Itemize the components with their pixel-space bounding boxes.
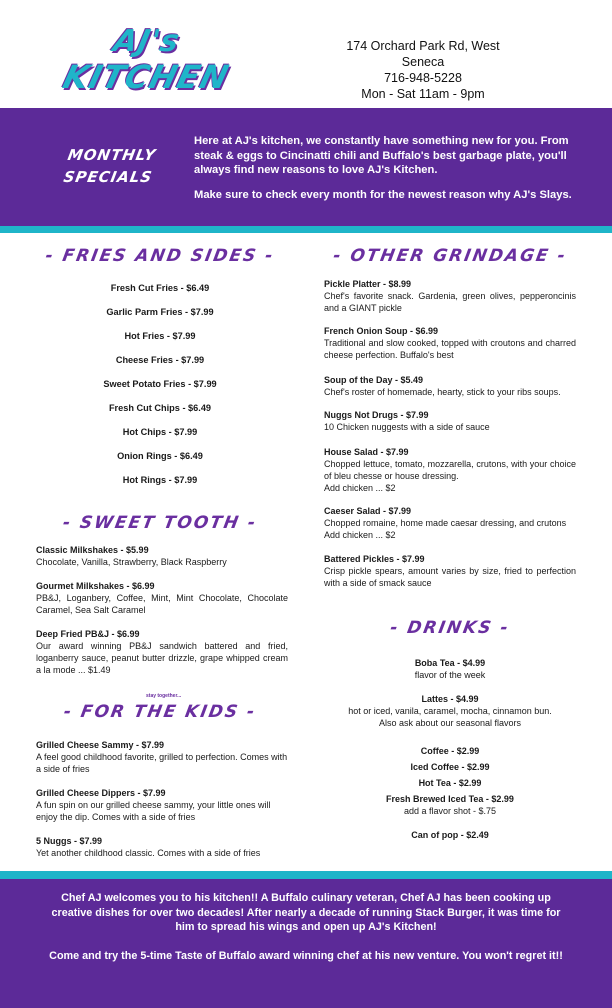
menu-item: Cheese Fries - $7.99 xyxy=(115,355,205,365)
item-desc: 10 Chicken nuggests with a side of sauce xyxy=(324,422,490,432)
kids-tagline: stay together... xyxy=(146,693,182,699)
specials-text xyxy=(194,134,580,202)
menu-item xyxy=(330,793,570,817)
item-name: Battered Pickles - $7.99 xyxy=(324,554,425,564)
phone: 716-948-5228 xyxy=(384,71,462,85)
item-name: Lattes - $4.99 xyxy=(421,694,479,704)
logo-line2: KITCHEN xyxy=(59,58,234,96)
logo xyxy=(59,22,234,100)
item-name: 5 Nuggs - $7.99 xyxy=(36,836,103,846)
logo-line1: AJ's xyxy=(110,24,184,59)
item-name: House Salad - $7.99 xyxy=(324,447,409,457)
item-extra: Add chicken ... $2 xyxy=(324,483,396,493)
item-desc: hot or iced, vanila, caramel, mocha, cinnamon bun. xyxy=(348,706,552,716)
item-name: Can of pop - $2.49 xyxy=(411,830,489,840)
item-desc: Traditional and slow cooked, topped with croutons and charred cheese perfection. Buffalo's best xyxy=(324,338,576,360)
specials-title-line1: MONTHLY xyxy=(66,146,158,164)
specials-paragraph2: Make sure to check every month for the newest reason why AJ's Slays. xyxy=(194,188,572,201)
menu-item: Fresh Cut Fries - $6.49 xyxy=(110,283,210,293)
item-desc: PB&J, Loganbery, Coffee, Mint, Mint Chocolate, Chocolate Caramel, Sea Salt Caramel xyxy=(36,593,288,615)
menu-item xyxy=(324,505,576,541)
fries-heading: - FRIES AND SIDES - xyxy=(43,246,277,266)
drinks-heading: - DRINKS - xyxy=(388,618,512,638)
menu-item xyxy=(36,580,288,616)
item-name: Gourmet Milkshakes - $6.99 xyxy=(36,581,155,591)
menu-item xyxy=(330,693,570,729)
menu-item xyxy=(324,374,576,398)
item-desc: Chocolate, Vanilla, Strawberry, Black Raspberry xyxy=(36,557,227,567)
item-name: Caeser Salad - $7.99 xyxy=(324,506,412,516)
item-name: Grilled Cheese Dippers - $7.99 xyxy=(36,788,166,798)
contact-info xyxy=(336,38,510,102)
item-desc: Chopped romaine, home made caesar dressing, and crutons xyxy=(324,518,567,528)
item-name: Pickle Platter - $8.99 xyxy=(324,279,412,289)
menu-item: Hot Chips - $7.99 xyxy=(122,427,198,437)
footer-paragraph1: Chef AJ welcomes you to his kitchen!! A Buffalo culinary veteran, Chef AJ has been cooking up creative dishes for over two decades! After nearly a decade of running Stack Burger, it was time for him to spread his wings and open up AJ's Kitchen! xyxy=(51,892,561,933)
menu-item: Fresh Cut Chips - $6.49 xyxy=(108,403,212,413)
item-desc: Chopped lettuce, tomato, mozzarella, crutons, with your choice of bleu chesse or house dressing. xyxy=(324,459,576,481)
item-desc: Crisp pickle spears, amount varies by size, fried to perfection with a side of smack sauce xyxy=(324,566,576,588)
item-name: Fresh Brewed Iced Tea - $2.99 xyxy=(386,794,514,804)
item-desc: A fun spin on our grilled cheese sammy, your little ones will enjoy the dip. Comes with a side of fries xyxy=(36,800,271,822)
item-name: French Onion Soup - $6.99 xyxy=(324,326,439,336)
menu-item xyxy=(324,278,576,314)
menu-item xyxy=(330,761,570,773)
footer-paragraph2: Come and try the 5-time Taste of Buffalo award winning chef at his new venture. You won't regret it!! xyxy=(49,949,563,962)
menu-item xyxy=(36,835,288,859)
menu-item xyxy=(330,657,570,681)
item-name: Nuggs Not Drugs - $7.99 xyxy=(324,410,429,420)
item-desc: Chef's roster of homemade, hearty, stick to your ribs soups. xyxy=(324,387,561,397)
item-desc: Chef's favorite snack. Gardenia, green olives, pepperoncinis and a GIANT pickle xyxy=(324,291,576,313)
menu-item: Hot Rings - $7.99 xyxy=(122,475,198,485)
menu-item xyxy=(36,739,288,775)
divider-stripe-top xyxy=(0,226,612,233)
grindage-heading: - OTHER GRINDAGE - xyxy=(331,246,569,266)
header xyxy=(0,0,612,108)
footer-text xyxy=(46,891,566,963)
footer xyxy=(0,879,612,1008)
item-desc: flavor of the week xyxy=(414,670,486,680)
item-desc: Our award winning PB&J sandwich battered and fried, loganberry sauce, peanut butter drizzle, grape whipped cream a la mode ... $1.49 xyxy=(36,641,288,675)
menu-item: Onion Rings - $6.49 xyxy=(117,451,203,461)
menu-item: Garlic Parm Fries - $7.99 xyxy=(106,307,214,317)
address: 174 Orchard Park Rd, West Seneca xyxy=(346,39,500,69)
item-name: Boba Tea - $4.99 xyxy=(414,658,486,668)
menu-item xyxy=(324,446,576,494)
menu-item: Sweet Potato Fries - $7.99 xyxy=(103,379,217,389)
menu-item xyxy=(36,544,288,568)
menu-item xyxy=(36,787,288,823)
item-name: Deep Fried PB&J - $6.99 xyxy=(36,629,140,639)
hours: Mon - Sat 11am - 9pm xyxy=(361,87,485,101)
item-name: Coffee - $2.99 xyxy=(420,746,480,756)
item-desc: A feel good childhood favorite, grilled to perfection. Comes with a side of fries xyxy=(36,752,288,774)
menu-item xyxy=(324,325,576,361)
specials-paragraph1: Here at AJ's kitchen, we constantly have something new for you. From steak & eggs to Cincinatti chili and Buffalo's best garbage plate, you'll always find new reasons to love AJ's Kitchen. xyxy=(194,135,569,176)
menu-item xyxy=(330,777,570,789)
menu-item: Hot Fries - $7.99 xyxy=(124,331,196,341)
item-name: Classic Milkshakes - $5.99 xyxy=(36,545,149,555)
specials-title-line2: SPECIALS xyxy=(62,168,154,186)
specials-banner xyxy=(0,108,612,226)
item-name: Iced Coffee - $2.99 xyxy=(410,762,490,772)
item-desc: add a flavor shot - $.75 xyxy=(403,806,497,816)
menu-item xyxy=(330,745,570,757)
item-desc: Yet another childhood classic. Comes with a side of fries xyxy=(36,848,261,858)
item-name: Grilled Cheese Sammy - $7.99 xyxy=(36,740,165,750)
menu-item xyxy=(36,628,288,676)
kids-heading: - FOR THE KIDS - xyxy=(62,702,258,722)
item-extra: Add chicken ... $2 xyxy=(324,530,396,540)
sweet-heading: - SWEET TOOTH - xyxy=(61,513,259,533)
menu-item xyxy=(324,553,576,589)
divider-stripe-bottom xyxy=(0,871,612,879)
menu-item xyxy=(330,829,570,841)
item-extra: Also ask about our seasonal flavors xyxy=(378,718,522,728)
specials-title xyxy=(56,144,164,188)
item-name: Hot Tea - $2.99 xyxy=(418,778,482,788)
menu-item xyxy=(324,409,576,433)
item-name: Soup of the Day - $5.49 xyxy=(324,375,424,385)
